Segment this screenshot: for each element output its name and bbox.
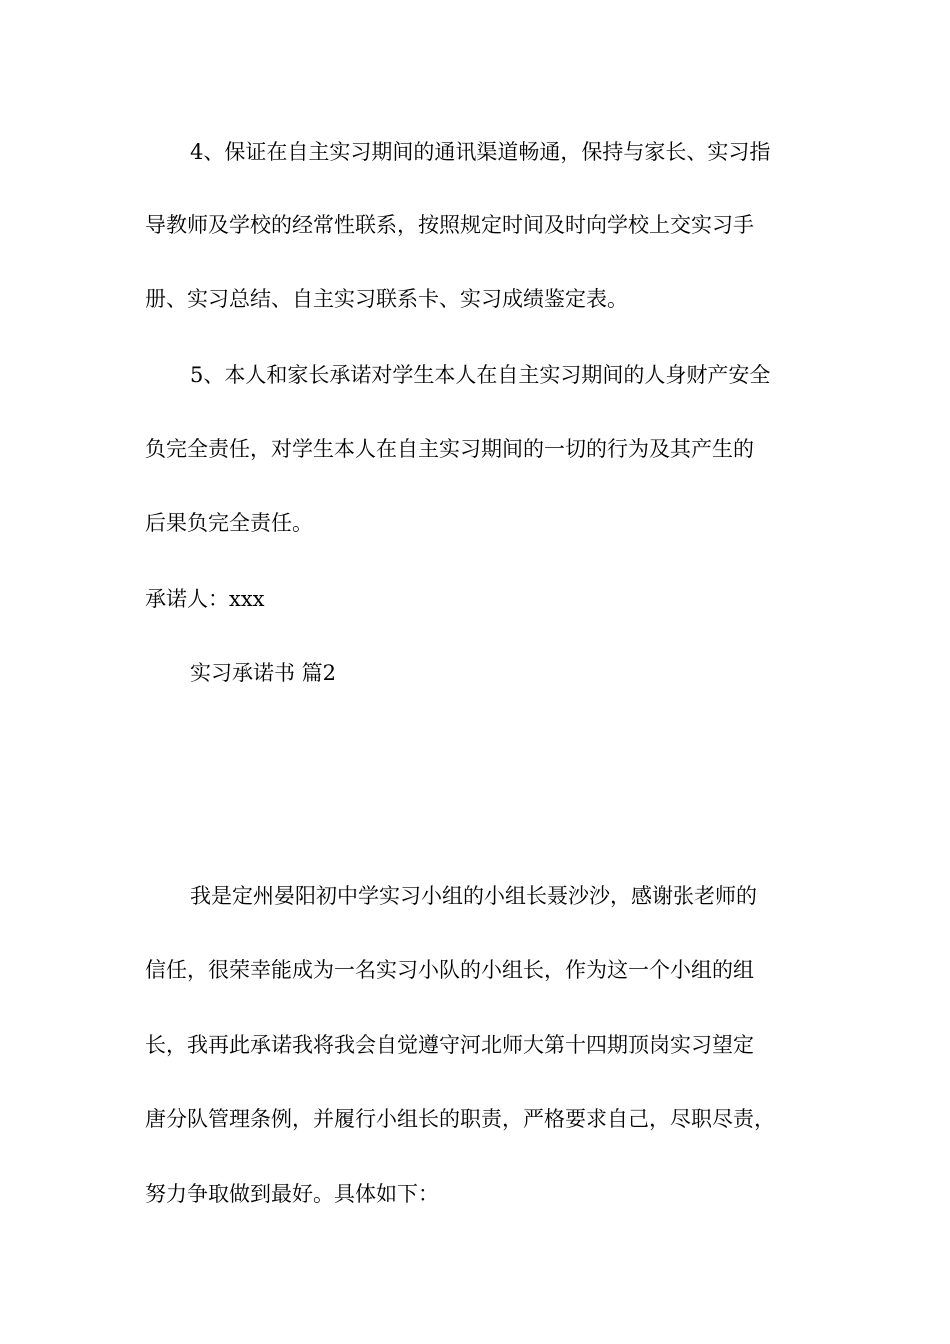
- item5-line-3: 后果负完全责任。: [145, 511, 313, 535]
- intro-line-4: 唐分队管理条例，并履行小组长的职责，严格要求自己，尽职尽责，: [145, 1107, 775, 1131]
- intro-line-3: 长，我再此承诺我将我会自觉遵守河北师大第十四期顶岗实习望定: [145, 1033, 754, 1057]
- intro-line-5: 努力争取做到最好。具体如下：: [145, 1182, 439, 1206]
- intro-line-1: 我是定州晏阳初中学实习小组的小组长聂沙沙，感谢张老师的: [190, 884, 757, 908]
- item4-line-1: 4、保证在自主实习期间的通讯渠道畅通，保持与家长、实习指: [190, 140, 771, 164]
- section-title: 实习承诺书 篇2: [190, 661, 337, 685]
- item5-line-1: 5、本人和家长承诺对学生本人在自主实习期间的人身财产安全: [190, 363, 771, 387]
- item4-line-3: 册、实习总结、自主实习联系卡、实习成绩鉴定表。: [145, 287, 628, 311]
- item4-line-2: 导教师及学校的经常性联系，按照规定时间及时向学校上交实习手: [145, 213, 754, 237]
- item5-line-2: 负完全责任，对学生本人在自主实习期间的一切的行为及其产生的: [145, 437, 754, 461]
- signature-line: 承诺人：xxx: [145, 587, 265, 611]
- intro-line-2: 信任，很荣幸能成为一名实习小队的小组长，作为这一个小组的组: [145, 958, 754, 982]
